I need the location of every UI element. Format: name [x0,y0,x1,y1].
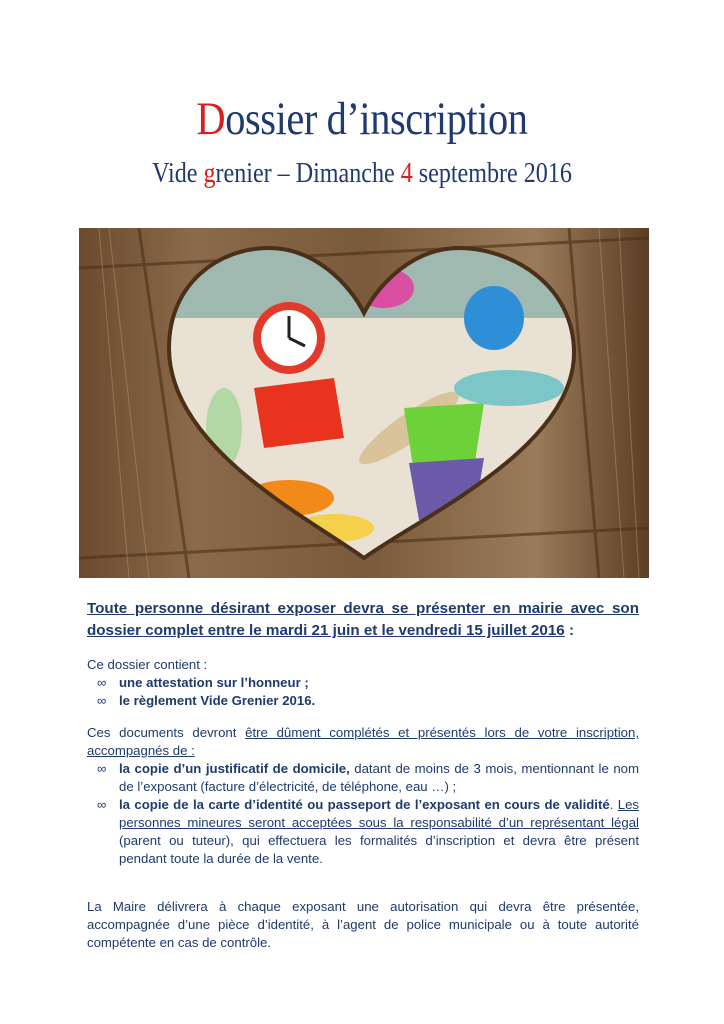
document-item-bold: la copie d’un justificatif de domicile, [119,761,350,776]
title-rest: ossier d’inscription [225,93,528,145]
intro-paragraph [87,598,639,642]
dossier-item-text: le règlement Vide Grenier 2016. [119,693,316,708]
list-item [87,674,639,692]
document-item-underlined: Les personnes mineures seront acceptées sous la responsabilité d’un représentant légal [119,797,640,830]
subtitle-accent: g [203,158,216,189]
documents-list [87,760,639,868]
documents-lead: Ces documents devront [87,725,246,740]
list-item [87,692,639,710]
bullet-icon: ∞ [97,693,107,708]
subtitle-part: renier – Dimanche [215,158,401,189]
heart-brocante-photo [79,228,649,578]
subtitle-part: septembre 2016 [412,158,572,189]
bullet-icon: ∞ [97,797,107,812]
title-initial: D [196,93,226,145]
list-item [87,796,639,868]
bullet-icon: ∞ [97,675,107,690]
registration-text [87,598,639,952]
page-subtitle [51,158,674,190]
dossier-label: Ce dossier contient : [87,657,208,672]
subtitle-part: Vide [152,158,204,189]
dossier-item-text: une attestation sur l’honneur ; [119,675,309,690]
document-item-text: (parent ou tuteur), qui effectuera les formalités d’inscription et devra être présent pendant toute la durée de la vente. [119,833,639,866]
bullet-icon: ∞ [97,761,107,776]
intro-text: Toute personne désirant exposer devra se présenter en mairie avec son dossier complet entre le mardi 21 juin et le vendredi 15 juillet 2016 [87,600,639,639]
page-title [51,92,674,146]
document-item-text: datant de moins de 3 mois, mentionnant le nom de l’exposant (facture d’électricité, de téléphone, eau …) ; [119,761,639,794]
list-item [87,760,639,796]
subtitle-accent: 4 [400,158,413,189]
intro-suffix: : [564,622,575,639]
documents-lead-underlined: être dûment complétés et présentés lors de votre inscription, accompagnés de : [87,725,639,758]
document-item-punct: . [609,797,618,812]
documents-paragraph [87,724,639,760]
closing-paragraph: La Maire délivrera à chaque exposant une autorisation qui devra être présentée, accompagnée d’une pièce d’identité, à l’agent de police municipale ou à toute autorité compétente en cas de contrôle. [87,899,639,950]
dossier-list [87,674,639,710]
document-item-bold: la copie de la carte d’identité ou passeport de l’exposant en cours de validité [119,797,610,812]
